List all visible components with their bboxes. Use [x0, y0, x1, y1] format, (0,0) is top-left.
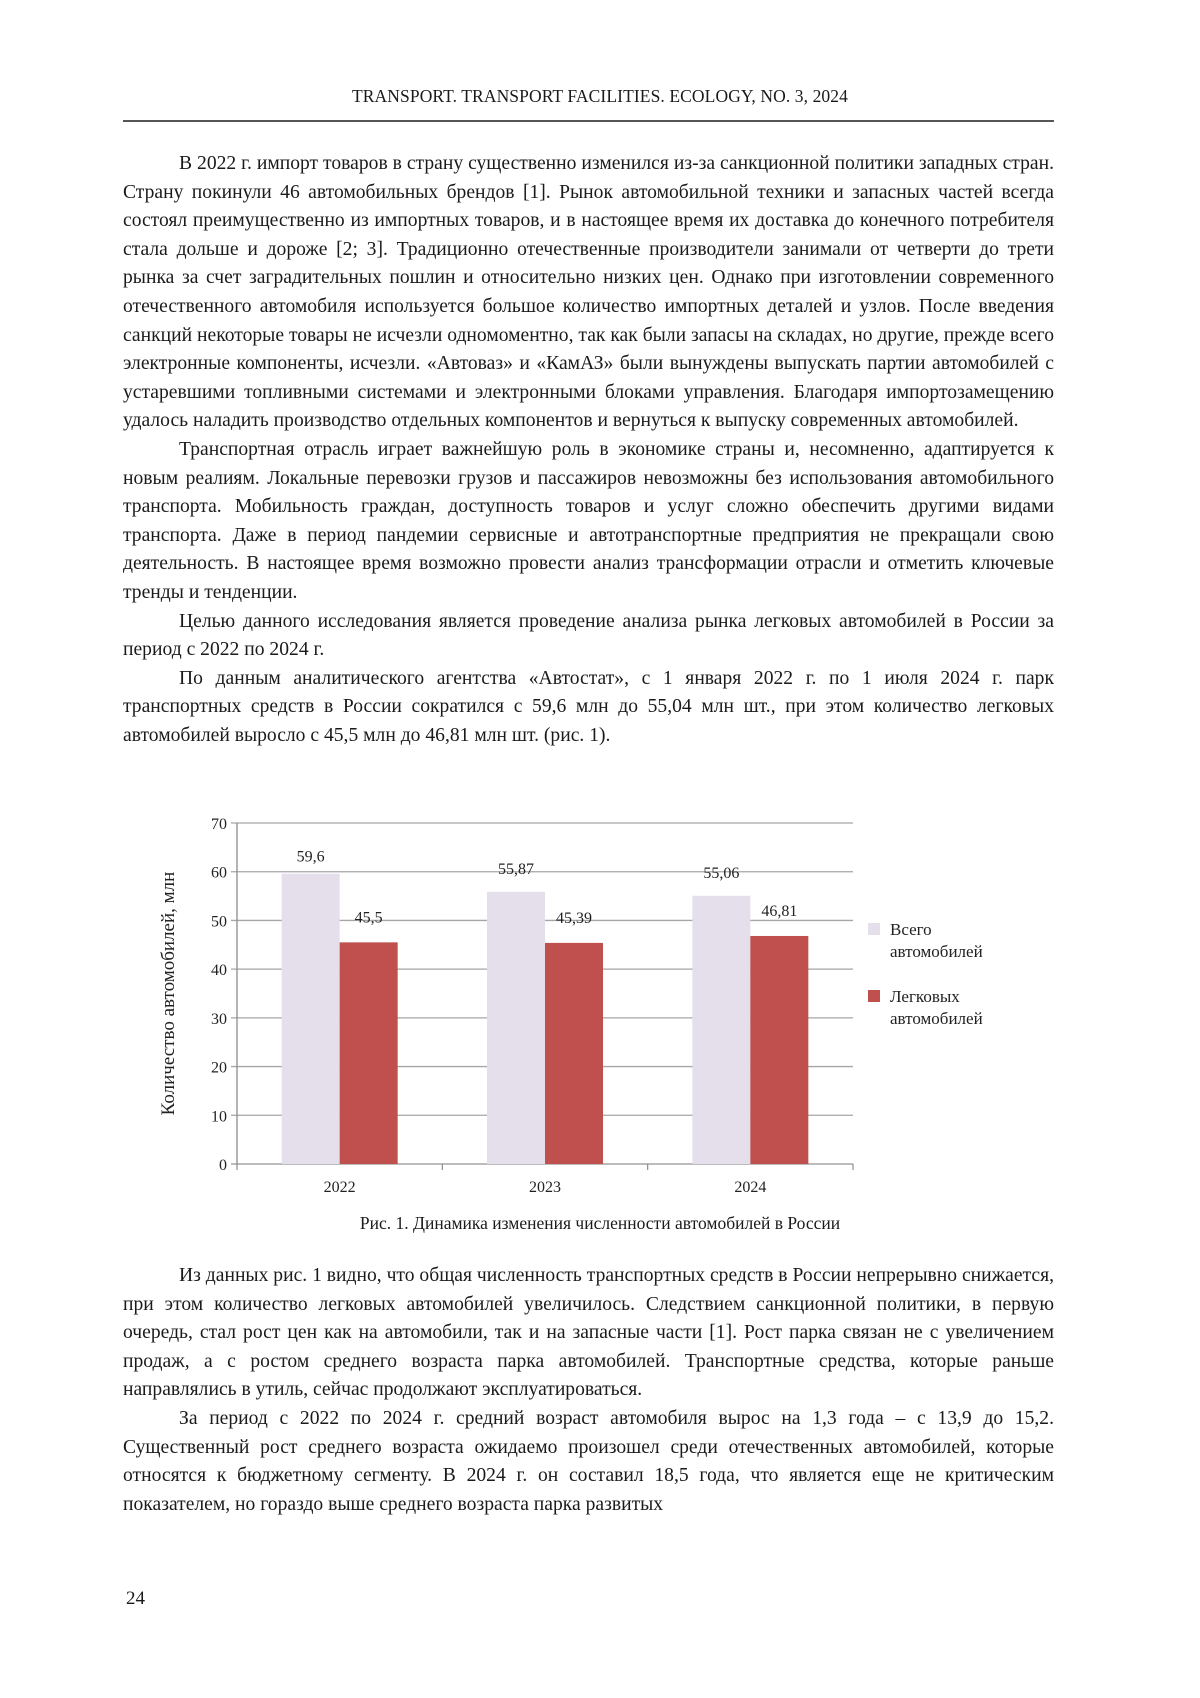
bar-passenger: [340, 942, 398, 1164]
y-tick-label: 0: [219, 1157, 227, 1174]
legend-label: Всего: [890, 920, 932, 939]
y-tick-label: 60: [211, 864, 227, 882]
data-label: 55,06: [703, 864, 740, 882]
paragraph: По данным аналитического агентства «Автостат», с 1 января 2022 г. по 1 июля 2024 г. парк транспортных средств в России сократился с 59,6 млн до 55,04 млн шт., при этом количество легковых автомобилей выросло с 45,5 млн до 46,81 млн шт. (рис. 1).: [123, 667, 1054, 746]
y-tick-label: 70: [211, 816, 227, 833]
page-number: 24: [126, 1588, 145, 1609]
y-axis-label: Количество автомобилей, млн: [158, 871, 179, 1116]
data-label: 45,5: [354, 909, 383, 927]
paragraph: Из данных рис. 1 видно, что общая численность транспортных средств в России непрерывно снижается, при этом количество легковых автомобилей увеличилось. Следствием санкционной политики, в первую очередь, стал рост цен как на автомобили, так и на запасные части [1]. Рост парка связан не с увеличением продаж, а с ростом среднего возраста парка автомобилей. Транспортные средства, которые раньше направлялись в утиль, сейчас продолжают эксплуатироваться.: [123, 1265, 1054, 1401]
data-label: 46,81: [761, 902, 798, 920]
bar-total: [487, 892, 545, 1164]
body-text-bottom: [123, 1262, 1054, 1519]
legend-label: автомобилей: [890, 1009, 983, 1028]
legend-swatch: [868, 923, 880, 935]
paragraph: Целью данного исследования является проведение анализа рынка легковых автомобилей в России за период с 2022 по 2024 г.: [123, 610, 1054, 661]
header-rule: [123, 120, 1054, 122]
x-tick-label: 2023: [529, 1179, 561, 1196]
y-tick-label: 30: [211, 1010, 227, 1028]
legend-label: автомобилей: [890, 942, 983, 961]
paragraph: За период с 2022 по 2024 г. средний возраст автомобиля вырос на 1,3 года – с 13,9 до 15,2. Существенный рост среднего возраста ожидаемо произошел среди отечественных автомобилей, которые относятся к бюджетному сегменту. В 2024 г. он составил 18,5 года, что является еще не критическим показателем, но гораздо выше среднего возраста парка развитых: [123, 1407, 1054, 1515]
bar-chart: [150, 805, 1050, 1200]
data-label: 45,39: [556, 909, 592, 927]
bar-passenger: [750, 936, 808, 1164]
bar-passenger: [545, 943, 603, 1164]
figure-caption: Рис. 1. Динамика изменения численности автомобилей в России: [359, 1213, 841, 1233]
data-label: 59,6: [296, 848, 325, 866]
paragraph: Транспортная отрасль играет важнейшую роль в экономике страны и, несомненно, адаптируется к новым реалиям. Локальные перевозки грузов и пассажиров невозможны без использования автомобильного транспорта. Мобильность граждан, доступность товаров и услуг сложно обеспечить другими видами транспорта. Даже в период пандемии сервисные и автотранспортные предприятия не прекращали свою деятельность. В настоящее время возможно провести анализ трансформации отрасли и отметить ключевые тренды и тенденции.: [123, 438, 1054, 603]
figure-1-chart: [150, 805, 1050, 1200]
y-tick-label: 10: [211, 1108, 227, 1126]
bar-total: [692, 896, 750, 1164]
legend-swatch: [868, 990, 880, 1002]
running-header: TRANSPORT. TRANSPORT FACILITIES. ECOLOGY, NO. 3, 2024: [351, 86, 848, 106]
y-tick-label: 20: [211, 1059, 227, 1077]
bar-total: [282, 874, 340, 1164]
y-tick-label: 50: [211, 913, 227, 931]
legend-label: Легковых: [890, 987, 960, 1006]
x-tick-label: 2022: [323, 1179, 356, 1196]
x-tick-label: 2024: [734, 1179, 767, 1196]
y-tick-label: 40: [211, 962, 227, 980]
data-label: 55,87: [498, 860, 534, 878]
body-text-top: [123, 150, 1054, 750]
paragraph: В 2022 г. импорт товаров в страну существенно изменился из-за санкционной политики западных стран. Страну покинули 46 автомобильных брендов [1]. Рынок автомобильной техники и запасных частей всегда состоял преимущественно из импортных товаров, и в настоящее время их доставка до конечного потребителя стала дольше и дороже [2; 3]. Традиционно отечественные производители занимали от четверти до трети рынка за счет заградительных пошлин и относительно низких цен. Однако при изготовлении современного отечественного автомобиля используется большое количество импортных деталей и узлов. После введения санкций некоторые товары не исчезли одномоментно, так как были запасы на складах, но другие, прежде всего электронные компоненты, исчезли. «Автоваз» и «КамАЗ» были вынуждены выпускать партии автомобилей с устаревшими топливными системами и электронными блоками управления. Благодаря импортозамещению удалось наладить производство отдельных компонентов и вернуться к выпуску современных автомобилей.: [123, 153, 1054, 432]
